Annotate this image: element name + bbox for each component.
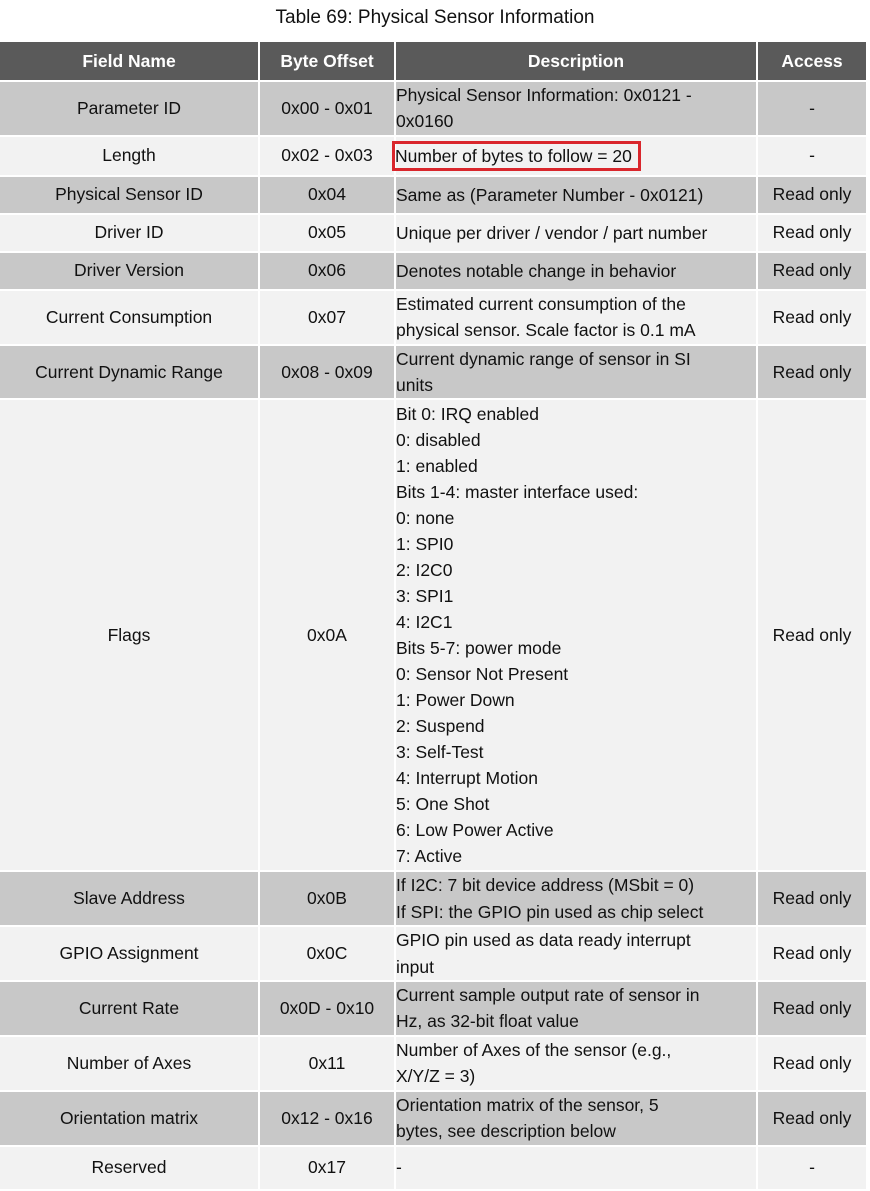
access-cell: - [757,81,866,136]
byte-offset-cell: 0x0A [259,399,395,871]
description-cell [395,926,757,981]
byte-offset-cell: 0x06 [259,252,395,290]
description-line: input [396,956,434,977]
field-name-cell: Number of Axes [0,1036,259,1091]
byte-offset-cell: 0x0C [259,926,395,981]
field-name-cell: Current Consumption [0,290,259,345]
description-line: 3: SPI1 [396,586,454,607]
physical-sensor-info-table [0,42,866,1191]
field-name-cell: Flags [0,399,259,871]
access-cell: Read only [757,1091,866,1146]
description-line: physical sensor. Scale factor is 0.1 mA [396,320,696,341]
access-cell: Read only [757,290,866,345]
table-row [0,81,866,136]
byte-offset-cell: 0x02 - 0x03 [259,136,395,176]
access-cell: Read only [757,981,866,1036]
description-line: Current dynamic range of sensor in SI [396,348,691,369]
table-header-row [0,42,866,81]
description-line: Bits 5-7: power mode [396,638,562,659]
field-name-cell: Parameter ID [0,81,259,136]
description-line: 0: disabled [396,430,481,451]
description-line: Orientation matrix of the sensor, 5 [396,1094,659,1115]
description-line: 2: Suspend [396,716,485,737]
table-row [0,176,866,214]
access-cell: Read only [757,345,866,400]
byte-offset-cell: 0x08 - 0x09 [259,345,395,400]
access-cell: Read only [757,252,866,290]
table-row [0,871,866,926]
description-line: 0: Sensor Not Present [396,664,569,685]
byte-offset-cell: 0x07 [259,290,395,345]
access-cell: Read only [757,176,866,214]
description-line: If I2C: 7 bit device address (MSbit = 0) [396,875,695,896]
description-line: 0: none [396,508,455,529]
description-line: 7: Active [396,846,463,867]
description-line: Physical Sensor Information: 0x0121 - [396,85,692,105]
description-cell [395,399,757,871]
description-cell [395,252,757,290]
description-line: Unique per driver / vendor / part number [396,222,708,243]
byte-offset-cell: 0x04 [259,176,395,214]
header-access: Access [757,42,866,81]
description-line: bytes, see description below [396,1121,616,1142]
table-row [0,981,866,1036]
description-line: 1: enabled [396,456,478,477]
table-row [0,1036,866,1091]
header-byte-offset: Byte Offset [259,42,395,81]
description-line: Bit 0: IRQ enabled [396,404,539,425]
description-line: Estimated current consumption of the [396,293,686,314]
field-name-cell: Length [0,136,259,176]
table-row [0,345,866,400]
field-name-cell: Reserved [0,1146,259,1190]
table-row [0,214,866,252]
description-line: Hz, as 32-bit float value [396,1011,579,1032]
access-cell: Read only [757,1036,866,1091]
table-row [0,290,866,345]
description-line: Bits 1-4: master interface used: [396,482,639,503]
description-line: 5: One Shot [396,794,490,815]
table-caption: Table 69: Physical Sensor Information [275,7,595,28]
byte-offset-cell: 0x0B [259,871,395,926]
table-body [0,81,866,1190]
field-name-cell: Current Dynamic Range [0,345,259,400]
description-cell [395,1036,757,1091]
table-row [0,136,866,176]
field-name-cell: Driver Version [0,252,259,290]
description-line: Current sample output rate of sensor in [396,985,700,1006]
description-line [396,143,756,169]
description-cell [395,345,757,400]
description-line: X/Y/Z = 3) [396,1066,476,1087]
field-name-cell: Slave Address [0,871,259,926]
field-name-cell: Driver ID [0,214,259,252]
byte-offset-cell: 0x00 - 0x01 [259,81,395,136]
access-cell: - [757,136,866,176]
byte-offset-cell: 0x17 [259,1146,395,1190]
description-cell [395,981,757,1036]
description-cell [395,1091,757,1146]
description-line: GPIO pin used as data ready interrupt [396,930,691,951]
access-cell: Read only [757,399,866,871]
description-line: 1: SPI0 [396,534,454,555]
description-line: Number of Axes of the sensor (e.g., [396,1039,672,1060]
table-row [0,1091,866,1146]
byte-offset-cell: 0x05 [259,214,395,252]
field-name-cell: Current Rate [0,981,259,1036]
description-line: 3: Self-Test [396,742,484,763]
description-cell [395,136,757,176]
access-cell: - [757,1146,866,1190]
field-name-cell: Physical Sensor ID [0,176,259,214]
field-name-cell: GPIO Assignment [0,926,259,981]
description-line: units [396,375,433,396]
description-cell [395,81,757,136]
byte-offset-cell: 0x0D - 0x10 [259,981,395,1036]
description-line: - [396,1157,402,1178]
description-line: 1: Power Down [396,690,515,711]
description-cell [395,214,757,252]
description-line: 2: I2C0 [396,560,453,581]
description-line: 6: Low Power Active [396,820,554,841]
table-row [0,399,866,871]
description-line: If SPI: the GPIO pin used as chip select [396,901,704,922]
header-description: Description [395,42,757,81]
description-line: Same as (Parameter Number - 0x0121) [396,184,704,205]
description-line: 4: I2C1 [396,612,453,633]
description-cell [395,176,757,214]
highlight-box: Number of bytes to follow = 20 [395,144,638,168]
table-row [0,252,866,290]
table-row [0,926,866,981]
byte-offset-cell: 0x12 - 0x16 [259,1091,395,1146]
access-cell: Read only [757,926,866,981]
header-field-name: Field Name [0,42,259,81]
access-cell: Read only [757,871,866,926]
description-cell [395,871,757,926]
access-cell: Read only [757,214,866,252]
description-line: 0x0160 [396,111,454,132]
description-line: Denotes notable change in behavior [396,260,677,281]
description-cell [395,290,757,345]
description-line: 4: Interrupt Motion [396,768,539,789]
byte-offset-cell: 0x11 [259,1036,395,1091]
field-name-cell: Orientation matrix [0,1091,259,1146]
